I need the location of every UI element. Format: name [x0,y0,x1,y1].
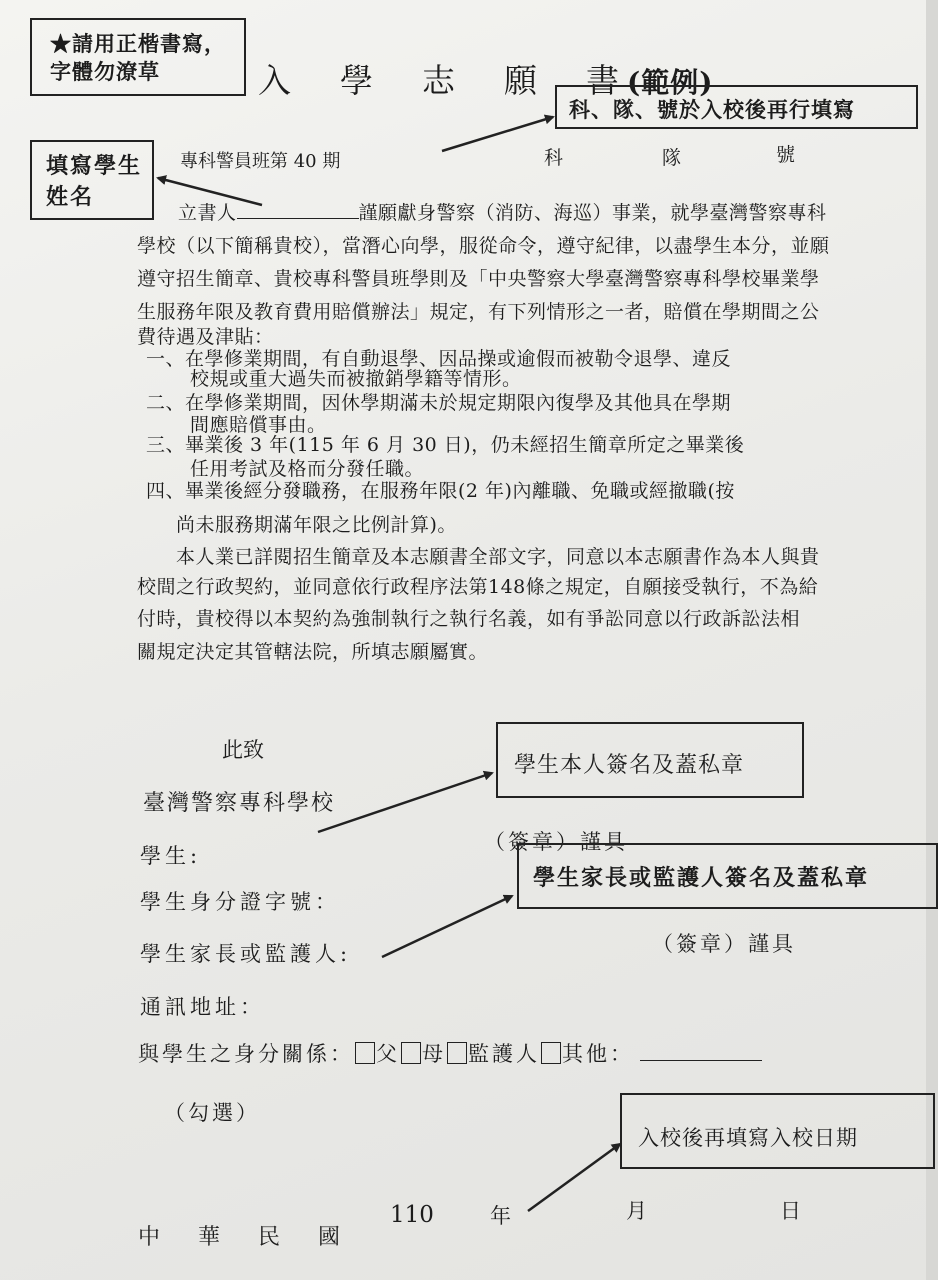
title-suffix: (範例) [627,66,714,99]
student-name-arrow [158,178,262,205]
salutation: 此致 [222,738,264,762]
para2-line-3: 付時，貴校得以本契約為強制執行之執行名義，如有爭訟同意以行政訴訟法相 [137,608,801,630]
body-line-4: 生服務年限及教育費用賠償辦法」規定，有下列情形之一者，賠償在學期間之公 [137,301,820,323]
father-option: 父 [376,1042,400,1066]
student-name-note: 填寫學生姓名 [46,153,143,210]
class-line: 專科警員班第 40 期 [180,151,341,172]
date-arrow [528,1144,620,1211]
item-3-line-a: 三、畢業後 3 年(115 年 6 月 30 日)，仍未經招生簡章所定之畢業後 [146,434,745,456]
parent-sign-arrow [382,896,512,957]
para2-line-4: 關規定決定其管轄法院，所填志願屬實。 [137,641,489,663]
date-era: 中 華 民 國 [138,1225,349,1250]
id-label: 學生身分證字號： [140,890,340,914]
parent-sign-note: 學生家長或監護人簽名及蓋私章 [533,865,870,891]
other-option: 其他： [562,1042,634,1066]
fill-later-note: 科、隊、號於入校後再行填寫 [569,97,855,122]
item-1-line-b: 校規或重大過失而被撤銷學籍等情形。 [190,368,522,390]
date-year-value[interactable]: 110 [390,1202,434,1228]
parent-label: 學生家長或監護人: [140,942,352,966]
field-dept-label: 科 [544,147,564,169]
item-3-line-b: 任用考試及格而分發任職。 [190,458,425,480]
body-line-5: 費待遇及津貼： [137,326,274,348]
fill-later-arrow [442,117,553,151]
guardian-option: 監護人 [468,1042,540,1066]
body-line-3: 遵守招生簡章、貴校專科警員班學則及「中央警察大學臺灣警察專科學校畢業學 [137,268,820,290]
student-sign-arrow [318,773,492,832]
item-2-line-a: 二、在學修業期間，因休學期滿未於規定期限內復學及其他具在學期 [146,392,732,414]
item-2-line-b: 間應賠償事由。 [190,414,327,436]
field-team-label: 隊 [662,147,682,169]
item-4-line-b: 尚未服務期滿年限之比例計算)。 [176,514,457,536]
body-line-2: 學校（以下簡稱貴校），當潛心向學，服從命令，遵守紀律，以盡學生本分，並願 [137,235,830,257]
student-sign-note: 學生本人簽名及蓋私章 [514,753,745,778]
body-line-1: 謹願獻身警察（消防、海巡）事業，就學臺灣警察專科 [358,202,827,224]
pledger-label: 立書人 [178,202,237,224]
date-day-label: 日 [780,1199,801,1223]
date-note: 入校後再填寫入校日期 [638,1126,858,1150]
item-4-line-a: 四、畢業後經分發職務，在服務年限(2 年)內離職、免職或經撤職(按 [146,480,735,502]
date-year-label: 年 [490,1204,511,1228]
check-hint: （勾選） [164,1101,260,1125]
student-sign-text: （簽章）謹具 [484,830,628,854]
field-number-label: 號 [776,144,796,166]
student-label: 學生: [140,844,202,868]
para2-line-2: 校間之行政契約，並同意依行政程序法第148條之規定，自願接受執行，不為給 [137,576,819,598]
mother-option: 母 [422,1042,446,1066]
title-text: 入 學 志 願 書 [258,61,627,100]
recipient: 臺灣警察專科學校 [143,791,336,816]
date-month-label: 月 [626,1199,647,1223]
relation-label: 與學生之身分關係： [138,1042,354,1066]
para2-line-1: 本人業已詳閱招生簡章及本志願書全部文字，同意以本志願書作為本人與貴 [176,546,820,568]
item-1-line-a: 一、在學修業期間，有自動退學、因品操或逾假而被勒令退學、違反 [146,348,732,370]
address-label: 通訊地址： [140,995,265,1019]
handwriting-note: ★請用正楷書寫，字體勿潦草 [50,31,226,84]
parent-sign-text: （簽章）謹具 [652,932,796,956]
